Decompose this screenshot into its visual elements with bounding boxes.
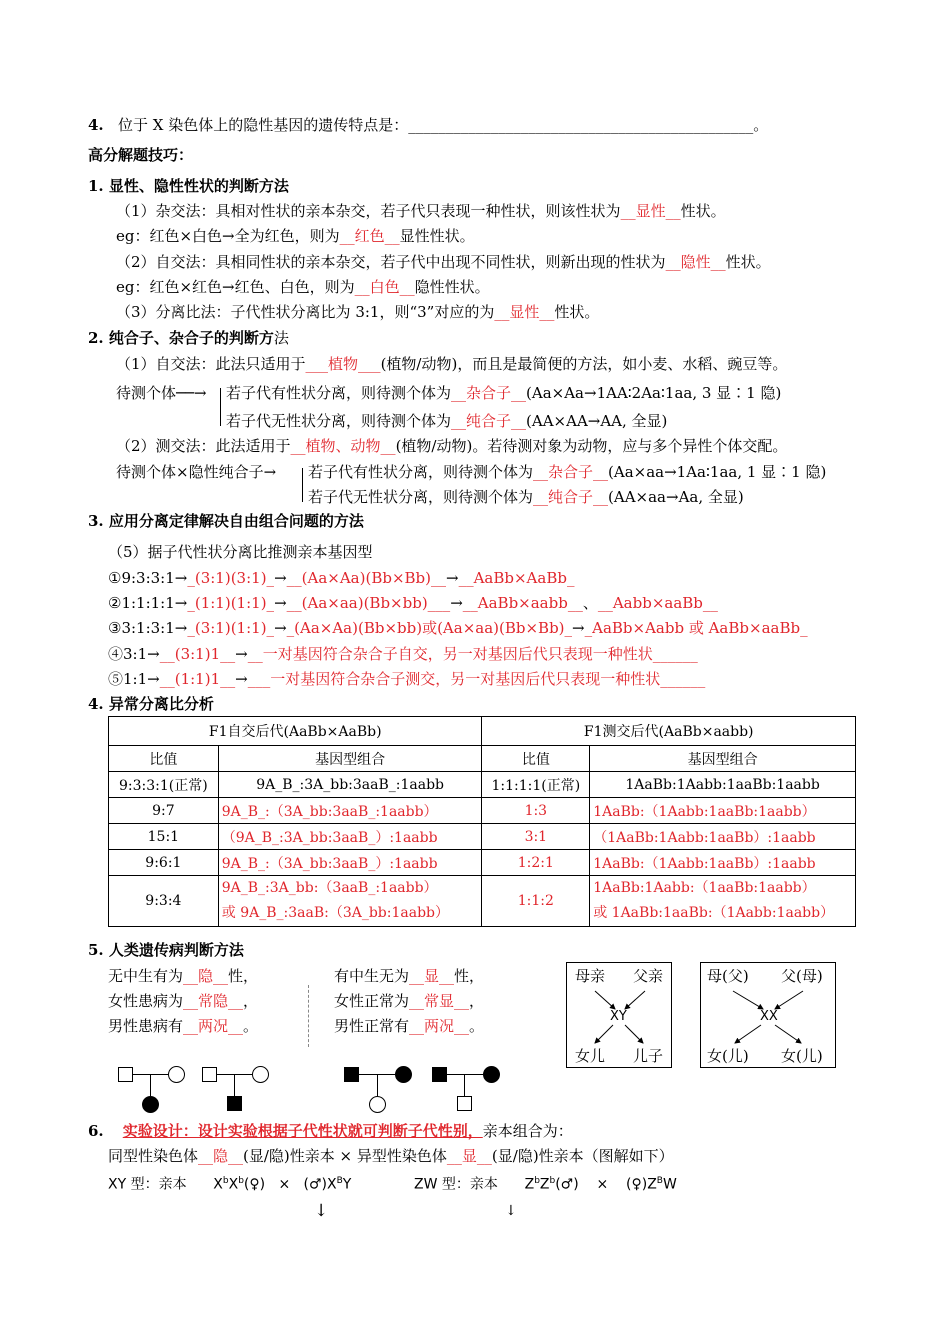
cell: 15:1 xyxy=(109,824,219,850)
table-row xyxy=(109,798,856,824)
down-arrow-icon: ↓ xyxy=(505,1203,517,1219)
cell: 3:1 xyxy=(482,824,590,850)
s3-row3 xyxy=(108,617,808,639)
s1-line3 xyxy=(116,251,771,273)
s3-r2-parents-a: __AaBb×aabb__ xyxy=(462,594,583,612)
xx-cross-box xyxy=(700,962,836,1068)
s3-r2-sep: 、 xyxy=(582,594,598,612)
s2-title-bold: 2. 纯合子、杂合子的判断方 xyxy=(88,329,274,347)
self-r2-answer: __纯合子__ xyxy=(451,412,527,430)
answer: __显__ xyxy=(446,1147,492,1165)
normal-female-icon xyxy=(369,1096,386,1113)
s1-l3-tail: 性状。 xyxy=(725,253,771,271)
test-r1-tail: (Aa×aa→1Aa∶1aa, 1 显∶1 隐) xyxy=(608,463,827,481)
normal-female-icon xyxy=(168,1066,185,1083)
descent-line xyxy=(377,1075,378,1096)
s3-r4-ratio: ④3:1→ xyxy=(108,645,160,663)
text: 同型性染色体 xyxy=(108,1147,199,1165)
cell: 1:1:2 xyxy=(482,876,590,927)
self-r2-text: 若子代无性状分离，则待测个体为 xyxy=(226,412,452,430)
s3-r3-cross: _(Aa×Aa)(Bb×bb)或(Aa×aa)(Bb×Bb)_ xyxy=(286,619,573,637)
s1-l4-text: eg：红色×红色→红色、白色，则为 xyxy=(116,278,355,296)
cell: （9A_B_:3A_bb:3aaB_）:1aabb xyxy=(218,824,482,850)
normal-male-icon xyxy=(118,1067,133,1082)
zw-type-line: ZW 型：亲本 $Z^bZ^b(♂)$ × $(♀)Z^BW$ xyxy=(414,1176,677,1193)
answer: __两况__ xyxy=(183,1017,244,1035)
cell: 9A_B_:3A_bb:3aaB_:1aabb xyxy=(218,772,482,798)
text: 女性患病为 xyxy=(108,992,184,1010)
normal-female-icon xyxy=(252,1066,269,1083)
mother-label: 母亲 xyxy=(575,967,606,985)
answer: __隐__ xyxy=(183,967,229,985)
s2-line1 xyxy=(116,353,787,375)
col-ratio-left: 比值 xyxy=(109,746,219,772)
col-genotype-right: 基因型组合 xyxy=(590,746,856,772)
s1-l2-answer: __红色__ xyxy=(339,227,400,245)
cell: 9:7 xyxy=(109,798,219,824)
answer: __常隐__ xyxy=(183,992,244,1010)
self-r1-answer: __杂合子__ xyxy=(451,384,527,402)
xy-cross-box xyxy=(566,962,672,1068)
test-r1-text: 若子代有性状分离，则待测个体为 xyxy=(308,463,534,481)
cell: 9:3:4 xyxy=(109,876,219,927)
table-row xyxy=(109,876,856,927)
s3-row5 xyxy=(108,668,705,690)
zw-type-label: ZW 型：亲本 xyxy=(414,1176,498,1193)
text: 无中生有为 xyxy=(108,967,184,985)
s2-l2-text: （2）测交法：此法适用于 xyxy=(116,437,291,455)
s3-title: 3. 应用分离定律解决自由组合问题的方法 xyxy=(88,512,364,530)
text: 有中生无为 xyxy=(334,967,410,985)
s1-line2 xyxy=(116,225,475,247)
s6-title-line xyxy=(88,1120,573,1142)
s1-line5 xyxy=(116,301,599,323)
descent-line xyxy=(464,1075,465,1096)
s6-title-tail: 亲本组合为： xyxy=(482,1122,573,1140)
column-divider xyxy=(308,985,309,1047)
s2-l1-tail: (植物/动物)，而且是最简便的方法，如小麦、水稻、豌豆等。 xyxy=(380,355,788,373)
cell: 9A_B_:（3A_bb:3aaB_:1aabb） xyxy=(218,798,482,824)
s6-line2 xyxy=(108,1145,674,1167)
ratio-table xyxy=(108,716,856,927)
s3-r2-arrow2: → xyxy=(450,594,463,612)
s1-l5-tail: 性状。 xyxy=(554,303,600,321)
s6-title: 实验设计：设计实验根据子代性状就可判断子代性别， xyxy=(122,1122,483,1140)
header-testcross: F1测交后代(AaBb×aabb) xyxy=(482,717,856,746)
affected-male-icon xyxy=(344,1067,359,1082)
parent-a-label: 母(父) xyxy=(707,967,749,985)
cell: （1AaBb:1Aabb:1aaBb）:1aabb xyxy=(590,824,856,850)
cell: 1:1:1:1(正常) xyxy=(482,772,590,798)
col-ratio-right: 比值 xyxy=(482,746,590,772)
xx-label: XX xyxy=(760,1009,778,1024)
text: (显/隐)性亲本（图解如下） xyxy=(491,1147,674,1165)
test-row2 xyxy=(308,486,744,508)
cell xyxy=(218,876,482,927)
q4-blank: ______________________________________________ xyxy=(408,116,754,134)
s5-c1-line1 xyxy=(108,965,258,987)
text: ， xyxy=(243,992,259,1010)
daughter-label: 女儿 xyxy=(575,1047,606,1065)
down-arrow-icon: ↓ xyxy=(314,1201,329,1221)
s3-r5-split: __(1:1)1__ xyxy=(159,670,236,688)
s1-l2-tail: 显性性状。 xyxy=(399,227,475,245)
cell: 9A_B_:（3A_bb:3aaB_）:1aabb xyxy=(218,850,482,876)
parent-b-label: 父(母) xyxy=(781,967,823,985)
affected-female-icon xyxy=(142,1096,159,1113)
table-header-row xyxy=(109,717,856,746)
s1-l3-text: （2）自交法：具相同性状的亲本杂交，若子代中出现不同性状，则新出现的性状为 xyxy=(116,253,666,271)
s1-l1-answer: __显性__ xyxy=(620,202,681,220)
descent-line xyxy=(150,1075,151,1096)
s5-c2-line2 xyxy=(334,990,484,1012)
q4-end: 。 xyxy=(753,116,769,134)
test-r2-answer: __纯合子__ xyxy=(533,488,609,506)
s1-l2-text: eg：红色×白色→全为红色，则为 xyxy=(116,227,340,245)
text: (显/隐)性亲本 × 异型性染色体 xyxy=(243,1147,447,1165)
s3-r1-ratio: ①9:3:3:1→ xyxy=(108,569,188,587)
s1-l3-answer: __隐性__ xyxy=(665,253,726,271)
s1-l4-tail: 隐性性状。 xyxy=(414,278,490,296)
s2-title-tail: 法 xyxy=(273,329,289,347)
text: 性， xyxy=(454,967,485,985)
s3-row4 xyxy=(108,643,698,665)
header-selfcross: F1自交后代(AaBb×AaBb) xyxy=(109,717,482,746)
text: 男性正常有 xyxy=(334,1017,410,1035)
text: ， xyxy=(469,992,485,1010)
test-r2-text: 若子代无性状分离，则待测个体为 xyxy=(308,488,534,506)
cell-line: 9A_B_:3A_bb:（3aaB_:1aabb） xyxy=(221,880,438,896)
cell: 1AaBb:（1Aabb:1aaBb）:1aabb xyxy=(590,850,856,876)
s3-r3-split: _(3:1)(1:1)_ xyxy=(187,619,275,637)
self-row2 xyxy=(226,410,667,432)
s3-r1-split: _(3:1)(3:1)_ xyxy=(187,569,275,587)
s3-subtitle: （5）据子代性状分离比推测亲本基因型 xyxy=(108,543,373,561)
s2-line2 xyxy=(116,435,787,457)
cell: 9:3:3:1(正常) xyxy=(109,772,219,798)
child-b-label: 女(儿) xyxy=(781,1047,823,1065)
s3-r4-arrow: → xyxy=(235,645,248,663)
cell xyxy=(590,876,856,927)
s6-number: 6. xyxy=(88,1122,104,1140)
table-subheader-row xyxy=(109,746,856,772)
answer: __显__ xyxy=(409,967,455,985)
affected-female-icon xyxy=(483,1066,500,1083)
s3-r1-cross: __(Aa×Aa)(Bb×Bb)__ xyxy=(286,569,446,587)
cell: 1AaBb:1Aabb:1aaBb:1aabb xyxy=(590,772,856,798)
s3-row2 xyxy=(108,592,718,614)
q4-line xyxy=(88,114,768,136)
xy-type-line: XY 型：亲本 $X^bX^b(♀)$ × $(♂)X^BY$ xyxy=(108,1176,352,1193)
s3-r1-arrow1: → xyxy=(274,569,287,587)
s1-l4-answer: __白色__ xyxy=(354,278,415,296)
s2-l1-text: （1）自交法：此法只适用于 xyxy=(116,355,306,373)
father-label: 父亲 xyxy=(633,967,664,985)
s2-l2-tail: (植物/动物)。若待测对象为动物，应与多个异性个体交配。 xyxy=(395,437,788,455)
s5-c1-line2 xyxy=(108,990,258,1012)
s1-l1-tail: 性状。 xyxy=(680,202,726,220)
s3-r2-parents-b: __Aabb×aaBb__ xyxy=(597,594,718,612)
answer: __两况__ xyxy=(409,1017,470,1035)
son-label: 儿子 xyxy=(633,1047,664,1065)
self-lead: 待测个体──→ xyxy=(116,384,207,402)
test-r1-answer: __杂合子__ xyxy=(533,463,609,481)
answer: __隐__ xyxy=(198,1147,244,1165)
self-brace xyxy=(220,388,221,426)
cell: 1AaBb:（1Aabb:1aaBb:1aabb） xyxy=(590,798,856,824)
s1-l1-text: （1）杂交法：具相对性状的亲本杂交，若子代只表现一种性状，则该性状为 xyxy=(116,202,621,220)
affected-female-icon xyxy=(395,1066,412,1083)
self-r1-tail: (Aa×Aa→1AA∶2Aa∶1aa, 3 显∶1 隐) xyxy=(526,384,782,402)
q4-number: 4. xyxy=(88,116,104,134)
cell-line: 或 9A_B_:3aaB:（3A_bb:1aabb） xyxy=(221,905,450,921)
self-r1-text: 若子代有性状分离，则待测个体为 xyxy=(226,384,452,402)
normal-male-icon xyxy=(457,1096,472,1111)
s3-r3-ratio: ③3:1:3:1→ xyxy=(108,619,188,637)
text: 女性正常为 xyxy=(334,992,410,1010)
s3-r2-arrow1: → xyxy=(274,594,287,612)
s1-line1 xyxy=(116,200,726,222)
test-brace xyxy=(302,468,303,502)
test-r2-tail: (AA×aa→Aa, 全显) xyxy=(608,488,744,506)
xy-label: XY xyxy=(610,1009,627,1024)
cell-line: 1AaBb:1Aabb:（1aaBb:1aabb） xyxy=(593,880,816,896)
cell: 1:3 xyxy=(482,798,590,824)
text: 男性患病有 xyxy=(108,1017,184,1035)
s5-c1-line3 xyxy=(108,1015,258,1037)
normal-male-icon xyxy=(202,1067,217,1082)
s3-r2-ratio: ②1:1:1:1→ xyxy=(108,594,188,612)
s3-r1-parents: __AaBb×AaBb_ xyxy=(458,569,575,587)
s3-r3-parents: _AaBb×Aabb 或 AaBb×aaBb_ xyxy=(584,619,808,637)
self-row1 xyxy=(226,382,781,404)
s1-line4 xyxy=(116,276,490,298)
s2-title xyxy=(88,327,289,349)
col-genotype-left: 基因型组合 xyxy=(218,746,482,772)
s3-r5-desc: ___一对基因符合杂合子测交，另一对基因后代只表现一种性状______ xyxy=(247,670,706,688)
test-lead: 待测个体×隐性纯合子→ xyxy=(116,463,277,481)
s3-r4-split: __(3:1)1__ xyxy=(159,645,236,663)
s3-r2-split: _(1:1)(1:1)_ xyxy=(187,594,275,612)
s3-r3-arrow1: → xyxy=(274,619,287,637)
s3-r1-arrow2: → xyxy=(446,569,459,587)
s3-r5-arrow: → xyxy=(235,670,248,688)
text: 性， xyxy=(228,967,259,985)
tips-title: 高分解题技巧： xyxy=(88,146,194,164)
text: 。 xyxy=(469,1017,485,1035)
s5-title: 5. 人类遗传病判断方法 xyxy=(88,941,244,959)
text: 。 xyxy=(243,1017,259,1035)
table-row xyxy=(109,850,856,876)
s3-row1 xyxy=(108,567,574,589)
s2-l2-answer: __植物、动物__ xyxy=(290,437,396,455)
s3-r5-ratio: ⑤1:1→ xyxy=(108,670,160,688)
s1-l5-answer: __显性__ xyxy=(494,303,555,321)
s3-r4-desc: __一对基因符合杂合子自交，另一对基因后代只表现一种性状______ xyxy=(247,645,698,663)
affected-male-icon xyxy=(227,1096,242,1111)
s5-c2-line3 xyxy=(334,1015,484,1037)
q4-text: 位于 X 染色体上的隐性基因的遗传特点是： xyxy=(117,116,409,134)
s2-l1-answer: ___植物___ xyxy=(305,355,381,373)
s1-title: 1. 显性、隐性性状的判断方法 xyxy=(88,177,289,195)
child-a-label: 女(儿) xyxy=(707,1047,749,1065)
s3-r3-arrow2: → xyxy=(572,619,585,637)
xy-type-label: XY 型：亲本 xyxy=(108,1176,187,1193)
cell: 9:6:1 xyxy=(109,850,219,876)
mating-line xyxy=(447,1074,483,1075)
s5-c2-line1 xyxy=(334,965,484,987)
answer: __常显__ xyxy=(409,992,470,1010)
affected-male-icon xyxy=(432,1067,447,1082)
s4-title: 4. 异常分离比分析 xyxy=(88,695,214,713)
descent-line xyxy=(234,1075,235,1096)
table-row xyxy=(109,824,856,850)
s3-r2-cross: __(Aa×aa)(Bb×bb)___ xyxy=(286,594,451,612)
cell: 1:2:1 xyxy=(482,850,590,876)
table-row xyxy=(109,772,856,798)
test-row1 xyxy=(308,461,826,483)
self-r2-tail: (AA×AA→AA, 全显) xyxy=(526,412,668,430)
s1-l5-text: （3）分离比法：子代性状分离比为 3:1，则“3”对应的为 xyxy=(116,303,495,321)
cell-line: 或 1AaBb:1aaBb:（1Aabb:1aabb） xyxy=(593,905,835,921)
